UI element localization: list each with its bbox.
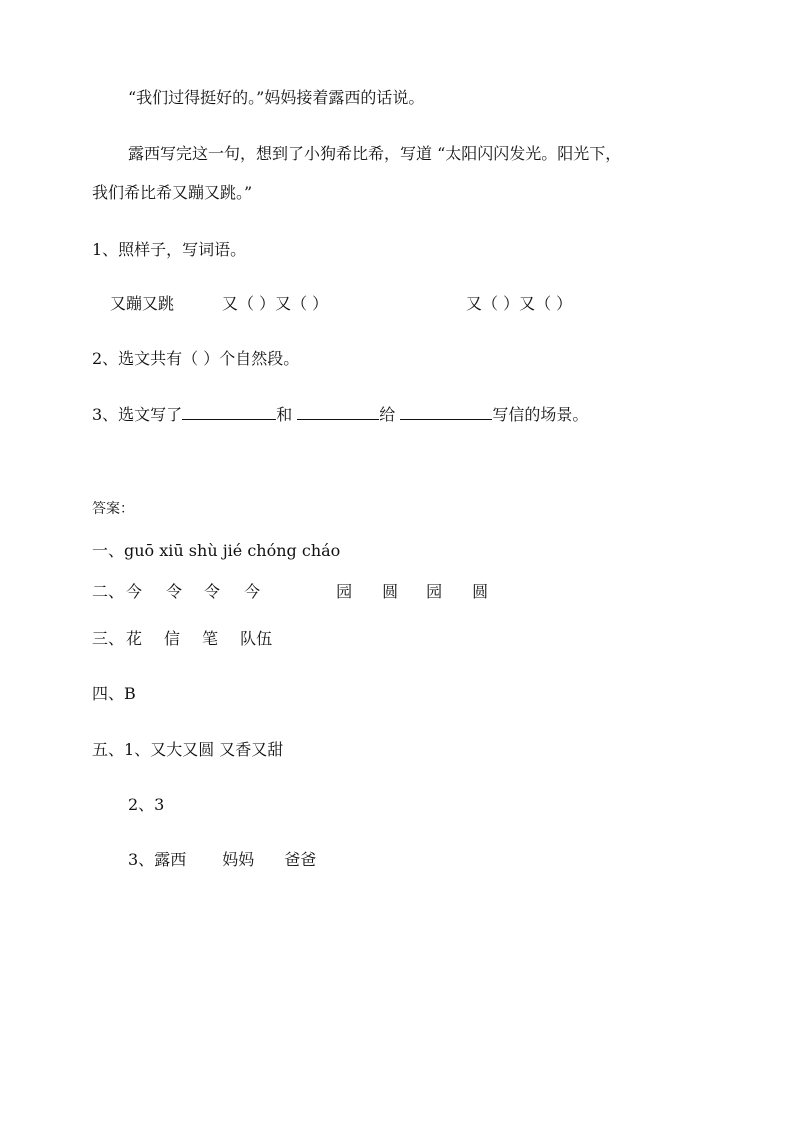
passage-line-1: “我们过得挺好的。”妈妈接着露西的话说。 <box>128 88 425 107</box>
answer-1: 一、guō xiū shù jié chóng cháo <box>92 541 341 560</box>
answer-3-item: 笔 <box>202 629 219 648</box>
answer-3-item: 信 <box>164 629 181 648</box>
answer-blank-3[interactable] <box>400 405 492 420</box>
answer-5-3-item: 爸爸 <box>284 850 317 869</box>
question-3 <box>92 405 588 425</box>
answer-4: 四、B <box>92 684 136 703</box>
answer-blank-1[interactable] <box>182 405 276 420</box>
question-3-suffix: 写信的场景。 <box>492 405 589 424</box>
answer-2-char: 今 <box>126 582 143 601</box>
answer-2-char: 令 <box>166 582 183 601</box>
answer-3 <box>92 629 272 649</box>
question-1-example: 又蹦又跳 <box>110 294 175 313</box>
answer-3-item: 队伍 <box>240 629 273 648</box>
answer-2-label: 二、 <box>92 582 125 601</box>
answer-3-item: 花 <box>126 629 143 648</box>
passage-line-2: 露西写完这一句，想到了小狗希比希，写道 “太阳闪闪发光。阳光下， <box>128 144 622 163</box>
answer-5-3-prefix: 3、 <box>128 850 155 869</box>
question-2: 2、选文共有（ ）个自然段。 <box>92 349 300 368</box>
answer-5-label: 五、 <box>92 740 125 759</box>
answer-blank-2[interactable] <box>297 405 379 420</box>
answer-2-char: 今 <box>244 582 261 601</box>
passage-line-3: 我们希比希又蹦又跳。” <box>92 183 253 202</box>
question-1-pattern-1: 又（ ）又（ ） <box>222 294 329 313</box>
answer-2-char: 园 <box>426 582 443 601</box>
question-3-prefix: 3、选文写了 <box>92 405 183 424</box>
answer-2-char: 圆 <box>382 582 399 601</box>
answer-2-char: 园 <box>336 582 353 601</box>
answer-5-3-item: 妈妈 <box>222 850 255 869</box>
answer-5-2: 2、3 <box>128 795 165 814</box>
answer-5-3-item: 露西 <box>154 850 187 869</box>
answers-heading: 答案： <box>92 501 134 517</box>
answer-2-char: 圆 <box>472 582 489 601</box>
answer-5 <box>92 740 283 760</box>
question-1-pattern-2: 又（ ）又（ ） <box>466 294 573 313</box>
answer-2-char: 令 <box>204 582 221 601</box>
answer-2 <box>92 582 488 602</box>
answer-5-1: 1、又大又圆 又香又甜 <box>124 740 284 759</box>
answer-5-3 <box>128 850 316 870</box>
question-3-mid-1: 和 <box>276 405 293 424</box>
question-1-label: 1、照样子，写词语。 <box>92 240 247 259</box>
answer-3-label: 三、 <box>92 629 125 648</box>
question-3-mid-2: 给 <box>379 405 396 424</box>
